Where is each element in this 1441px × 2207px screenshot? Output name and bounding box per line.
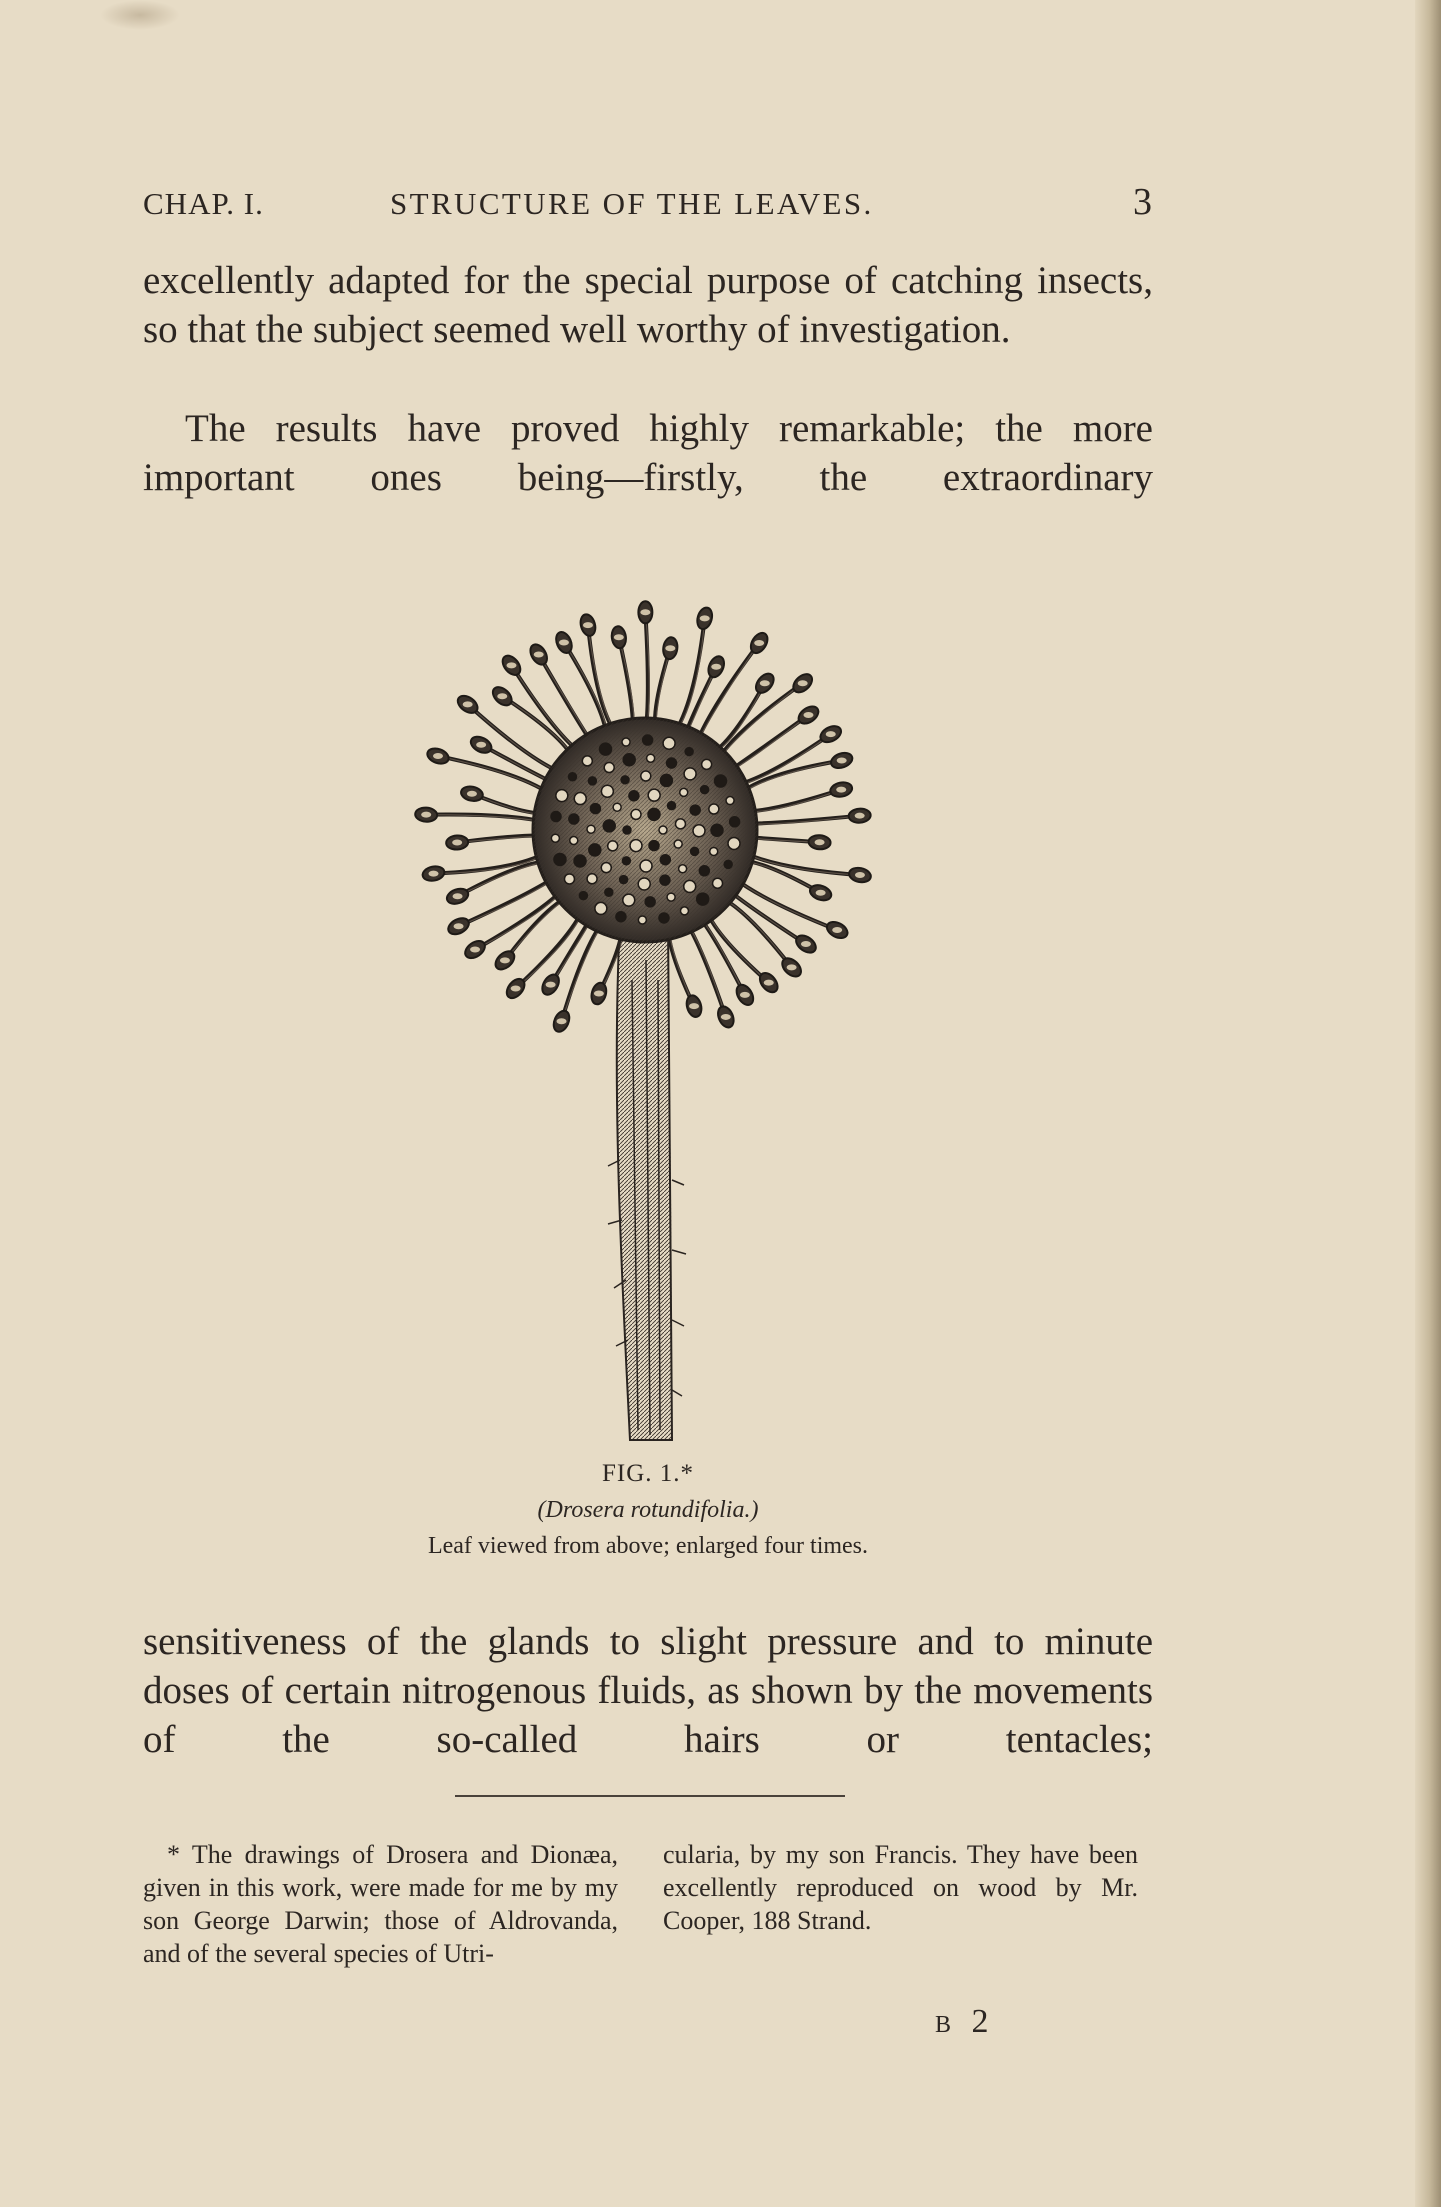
running-header bbox=[143, 180, 1153, 230]
disc-gland bbox=[616, 912, 626, 922]
disc-gland bbox=[570, 837, 578, 845]
disc-gland bbox=[622, 738, 630, 746]
disc-gland bbox=[620, 876, 628, 884]
tentacle bbox=[421, 849, 552, 882]
figure-species: (Drosera rotundifolia.) bbox=[537, 1497, 759, 1523]
disc-gland bbox=[728, 837, 740, 849]
disc-gland bbox=[569, 814, 579, 824]
disc-gland bbox=[663, 737, 675, 749]
disc-gland bbox=[715, 775, 727, 787]
disc-gland bbox=[684, 768, 696, 780]
disc-gland bbox=[660, 875, 670, 885]
disc-gland bbox=[574, 793, 586, 805]
disc-gland bbox=[667, 893, 675, 901]
disc-gland bbox=[648, 808, 660, 820]
disc-gland bbox=[638, 878, 650, 890]
tentacle bbox=[415, 807, 551, 823]
disc-gland bbox=[713, 878, 723, 888]
paragraph-1: excellently adapted for the special purpose of catching insects, so that the subject seemed well worthy of investigation. bbox=[143, 259, 1153, 351]
disc-gland bbox=[690, 805, 700, 815]
signature-letter: B bbox=[935, 2012, 958, 2038]
disc-gland bbox=[640, 860, 652, 872]
disc-gland bbox=[710, 847, 718, 855]
disc-gland bbox=[680, 788, 688, 796]
disc-gland bbox=[684, 880, 696, 892]
leaf-disc bbox=[533, 718, 757, 942]
disc-gland bbox=[649, 841, 659, 851]
disc-gland bbox=[645, 897, 655, 907]
disc-gland bbox=[680, 907, 688, 915]
disc-gland bbox=[568, 773, 576, 781]
disc-gland bbox=[667, 758, 677, 768]
disc-gland bbox=[631, 809, 641, 819]
footnote-right-column: cularia, by my son Francis. They have been excellently reproduced on wood by Mr. Cooper, 188 Strand. bbox=[663, 1840, 1138, 1935]
disc-gland bbox=[605, 888, 613, 896]
disc-gland bbox=[641, 771, 651, 781]
chapter-label: CHAP. I. bbox=[143, 186, 264, 221]
disc-gland bbox=[693, 825, 705, 837]
disc-gland bbox=[711, 824, 723, 836]
drosera-leaf-illustration bbox=[320, 560, 960, 1450]
disc-gland bbox=[675, 819, 685, 829]
disc-gland bbox=[623, 894, 635, 906]
disc-gland bbox=[701, 786, 709, 794]
page-edge bbox=[1415, 0, 1441, 2207]
tentacle bbox=[714, 895, 804, 980]
disc-gland bbox=[685, 748, 693, 756]
disc-gland bbox=[674, 840, 682, 848]
disc-gland bbox=[595, 902, 607, 914]
disc-gland bbox=[679, 865, 687, 873]
disc-gland bbox=[648, 789, 660, 801]
disc-gland bbox=[551, 834, 559, 842]
tentacle bbox=[738, 849, 872, 884]
disc-gland bbox=[629, 791, 639, 801]
disc-gland bbox=[589, 844, 601, 856]
disc-gland bbox=[660, 855, 670, 865]
disc-gland bbox=[554, 853, 566, 865]
disc-gland bbox=[730, 817, 740, 827]
disc-gland bbox=[621, 776, 629, 784]
leaf-engraving bbox=[320, 560, 960, 1450]
signature-number: 2 bbox=[971, 2003, 995, 2040]
disc-gland bbox=[604, 763, 614, 773]
disc-gland bbox=[726, 797, 734, 805]
disc-gland bbox=[638, 916, 646, 924]
disc-gland bbox=[709, 804, 719, 814]
disc-gland bbox=[660, 774, 672, 786]
page-number: 3 bbox=[1133, 181, 1153, 223]
footnote-left-column: * The drawings of Drosera and Dionæa, given in this work, were made for me by my son George Darwin; those of Aldrovanda, and of the several species of Utri- bbox=[143, 1840, 618, 1968]
leaf-petiole bbox=[608, 920, 686, 1440]
disc-gland bbox=[659, 913, 669, 923]
figure-label: FIG. 1.* bbox=[601, 1460, 695, 1487]
disc-gland bbox=[588, 777, 596, 785]
disc-gland bbox=[702, 759, 712, 769]
disc-gland bbox=[603, 820, 615, 832]
disc-gland bbox=[622, 857, 630, 865]
disc-gland bbox=[623, 754, 635, 766]
disc-gland bbox=[647, 754, 655, 762]
disc-gland bbox=[551, 812, 561, 822]
paper-stain bbox=[100, 0, 180, 30]
tentacle bbox=[638, 601, 652, 735]
disc-gland bbox=[724, 860, 732, 868]
disc-gland bbox=[582, 756, 592, 766]
disc-gland bbox=[590, 804, 600, 814]
disc-gland bbox=[564, 874, 574, 884]
disc-gland bbox=[691, 847, 699, 855]
disc-gland bbox=[579, 892, 587, 900]
disc-gland bbox=[643, 735, 653, 745]
paragraph-3: sensitiveness of the glands to slight pressure and to minute doses of certain nitrogenous fluids, as shown by the movements of the so-called hairs or tentacles; bbox=[143, 1620, 1153, 1761]
disc-gland bbox=[587, 874, 597, 884]
signature-mark bbox=[935, 2003, 995, 2041]
disc-gland bbox=[630, 840, 642, 852]
disc-gland bbox=[587, 825, 595, 833]
disc-gland bbox=[601, 785, 613, 797]
disc-gland bbox=[613, 803, 621, 811]
disc-gland bbox=[668, 802, 676, 810]
disc-gland bbox=[659, 826, 667, 834]
figure-description: Leaf viewed from above; enlarged four times. bbox=[427, 1533, 869, 1559]
disc-gland bbox=[608, 841, 618, 851]
disc-gland bbox=[697, 893, 709, 905]
disc-gland bbox=[699, 866, 709, 876]
footnote-divider bbox=[455, 1795, 845, 1797]
paragraph-2: The results have proved highly remarkable; the more important ones being—firstly, the extraordinary bbox=[143, 407, 1153, 499]
running-title: STRUCTURE OF THE LEAVES. bbox=[390, 186, 874, 221]
disc-gland bbox=[556, 790, 568, 802]
disc-gland bbox=[574, 855, 586, 867]
disc-gland bbox=[623, 826, 631, 834]
disc-gland bbox=[601, 863, 611, 873]
disc-gland bbox=[600, 743, 612, 755]
